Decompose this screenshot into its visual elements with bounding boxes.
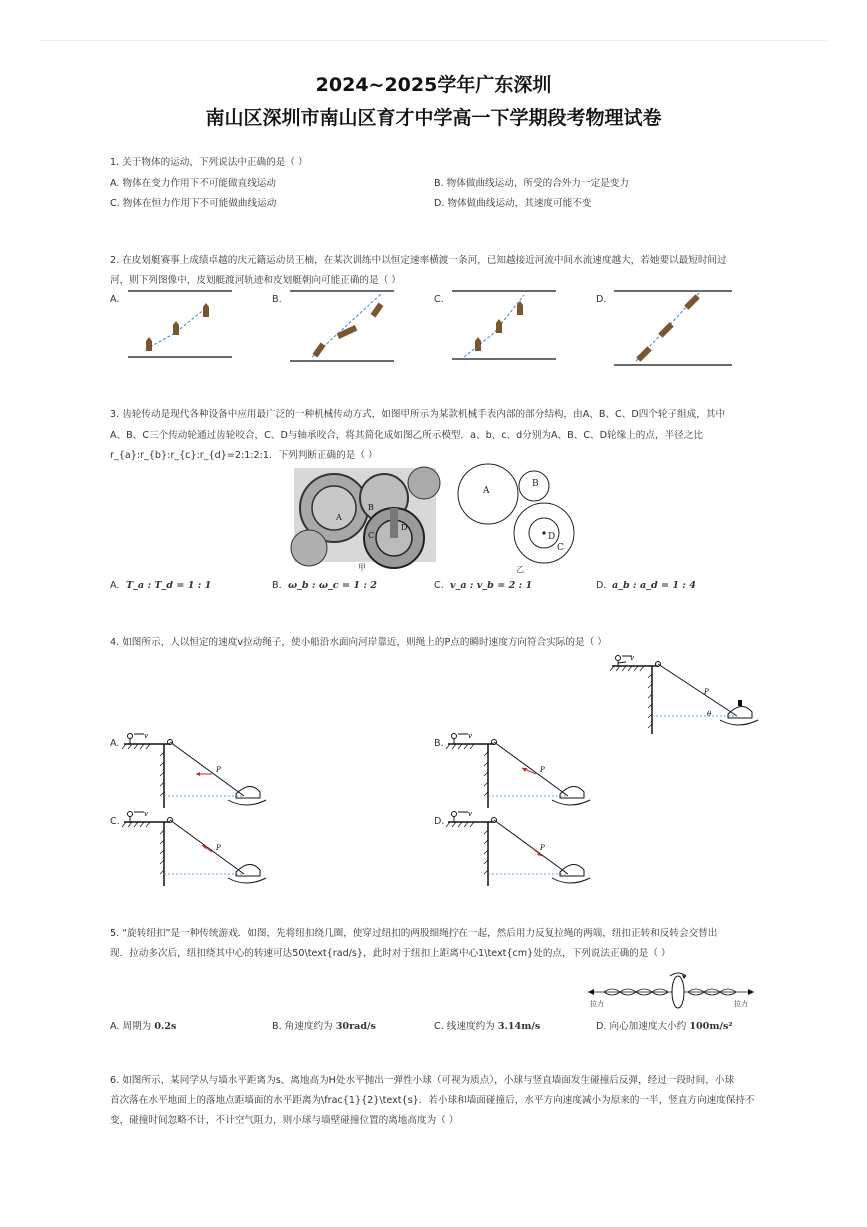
q4-b-label-v: v (468, 732, 472, 740)
q2-figure-b (282, 285, 402, 365)
q6-stem-line2: 首次落在水平地面上的落地点距墙面的水平距离为\frac{1}{2}\text{s}．若小球和墙面碰撞后，水平方向速度减小为原来的一半，竖直方向速度保持不 (110, 1095, 755, 1106)
q1-option-d[interactable]: D. 物体做曲线运动，其速度可能不变 (434, 198, 592, 209)
q5-option-d[interactable] (596, 1018, 733, 1032)
q3-option-b-math: ω_b : ω_c = 1 : 2 (288, 580, 377, 591)
q4-main-figure (612, 650, 762, 735)
top-divider (40, 40, 827, 41)
q2-figure-c (444, 285, 564, 365)
q3-option-a-label[interactable]: A. (110, 580, 120, 591)
q6-stem-line1: 6. 如图所示，某同学从与墙水平距离为s、离地高为H处水平抛出一弹性小球（可视为质点），小球与竖直墙面发生碰撞后反弹，经过一段时间，小球 (110, 1075, 735, 1086)
q4-main-label-v: v (630, 654, 634, 662)
q5-option-b-value: 30rad/s (335, 1021, 376, 1032)
q3-photo-label-a: A (336, 513, 342, 522)
q6-stem-line3: 变，碰撞时间忽略不计，不计空气阻力，则小球与墙壁碰撞位置的离地高度为（ ） (110, 1115, 459, 1126)
q2-figure-a (120, 285, 240, 365)
q2-option-d-label[interactable]: D. (596, 294, 607, 305)
q5-button-figure (584, 966, 759, 1010)
q3-diagram-label-d: D (548, 532, 556, 542)
q5-option-c-label: C. 线速度约为 (434, 1021, 495, 1032)
q4-d-label-v: v (468, 810, 472, 818)
q5-option-c[interactable] (434, 1018, 540, 1032)
page-title-line2: 南山区深圳市南山区育才中学高一下学期段考物理试卷 (205, 107, 662, 129)
q5-option-a-label: A. 周期为 (110, 1021, 152, 1032)
q3-stem-line2: A、B、C三个传动轮通过齿轮咬合，C、D与轴承咬合，将其简化成如图乙所示模型．a、b、c、d分别为A、B、C、D轮缘上的点，半径之比 (110, 430, 703, 441)
q5-option-d-value: 100m/s² (689, 1021, 733, 1032)
q5-label-force-left: 拉力 (590, 1000, 604, 1008)
q3-option-d-math: a_b : a_d = 1 : 4 (612, 580, 696, 591)
q2-stem-line1: 2. 在皮划艇赛事上成绩卓越的庆元籍运动员王楠，在某次训练中以恒定速率横渡一条河，已知越接近河流中间水流速度越大，若她要以最短时间过 (110, 255, 727, 266)
page-title-line1: 2024~2025学年广东深圳 (315, 74, 552, 96)
q1-option-a[interactable]: A. 物体在变力作用下不可能做直线运动 (110, 178, 276, 189)
q3-photo-label-d: D (401, 523, 408, 532)
q3-photo-label-c: C (368, 531, 375, 540)
q3-photo-label-b: B (368, 503, 374, 512)
q4-option-c-label[interactable]: C. (110, 816, 120, 827)
q4-d-label-p: P (540, 844, 545, 852)
q2-option-b-label[interactable]: B. (272, 294, 282, 305)
q4-a-label-p: P (216, 766, 221, 774)
q1-option-c[interactable]: C. 物体在恒力作用下不可能做曲线运动 (110, 198, 277, 209)
q4-c-label-p: P (216, 844, 221, 852)
q4-c-label-v: v (144, 810, 148, 818)
q4-main-label-theta: θ (707, 710, 712, 718)
q3-option-d-label[interactable]: D. (596, 580, 607, 591)
q3-watch-photo (294, 468, 436, 562)
q1-option-b[interactable]: B. 物体做曲线运动，所受的合外力一定是变力 (434, 178, 629, 189)
q4-option-a-label[interactable]: A. (110, 738, 120, 749)
q2-option-c-label[interactable]: C. (434, 294, 444, 305)
q3-option-b-label[interactable]: B. (272, 580, 282, 591)
q4-option-c-figure (124, 808, 274, 888)
q3-stem-line1: 3. 齿轮传动是现代各种设备中应用最广泛的一种机械传动方式，如图甲所示为某款机械手表内部的部分结构，由A、B、C、D四个轮子组成，其中 (110, 409, 726, 420)
q5-option-b-label: B. 角速度约为 (272, 1021, 333, 1032)
q4-option-d-figure (448, 808, 598, 888)
q2-option-a-label[interactable]: A. (110, 294, 120, 305)
q3-diagram-label-b: B (532, 479, 539, 489)
q4-main-label-p: P (704, 688, 709, 696)
q5-stem-line1: 5. “旋转纽扣”是一种传统游戏．如图，先将纽扣绕几圈，使穿过纽扣的两股细绳拧在一起，然后用力反复拉绳的两端，纽扣正转和反转会交替出 (110, 928, 718, 939)
q4-option-b-figure (448, 730, 598, 810)
q4-a-label-v: v (144, 732, 148, 740)
q5-option-c-value: 3.14m/s (497, 1021, 541, 1032)
q3-option-c-label[interactable]: C. (434, 580, 444, 591)
q5-option-a[interactable] (110, 1018, 176, 1032)
q2-figure-d (606, 285, 736, 370)
q3-diagram-label-c: C (557, 543, 564, 553)
q3-option-a-math: T_a : T_d = 1 : 1 (126, 580, 212, 591)
q4-stem: 4. 如图所示，人以恒定的速度v拉动绳子，使小船沿水面向河岸靠近，则绳上的P点的瞬时速度方向符合实际的是（ ） (110, 637, 607, 648)
q5-label-force-right: 拉力 (734, 1000, 748, 1008)
q5-stem-line2: 现．拉动多次后，纽扣绕其中心的转速可达50\text{rad/s}，此时对于纽扣上距离中心1\text{cm}处的点，下列说法正确的是（ ） (110, 948, 671, 959)
q3-fig-yi: 乙 (516, 565, 524, 574)
q5-option-d-label: D. 向心加速度大小约 (596, 1021, 687, 1032)
q5-option-a-value: 0.2s (154, 1021, 177, 1032)
q3-diagram-label-a: A (483, 486, 490, 496)
q4-option-d-label[interactable]: D. (434, 816, 445, 827)
q5-option-b[interactable] (272, 1018, 376, 1032)
q4-option-b-label[interactable]: B. (434, 738, 444, 749)
q3-gear-diagram (456, 466, 581, 576)
q3-stem-line3: r_{a}:r_{b}:r_{c}:r_{d}=2:1:2:1．下列判断正确的是（ ） (110, 450, 378, 461)
q1-stem: 1. 关于物体的运动，下列说法中正确的是（ ） (110, 157, 308, 168)
q3-option-c-math: v_a : v_b = 2 : 1 (450, 580, 533, 591)
q4-option-a-figure (124, 730, 274, 810)
q2-stem-line2: 河，则下列图像中，皮划艇渡河轨迹和皮划艇朝向可能正确的是（ ） (110, 275, 401, 286)
q3-fig-jia: 甲 (358, 563, 366, 572)
q4-b-label-p: P (540, 766, 545, 774)
